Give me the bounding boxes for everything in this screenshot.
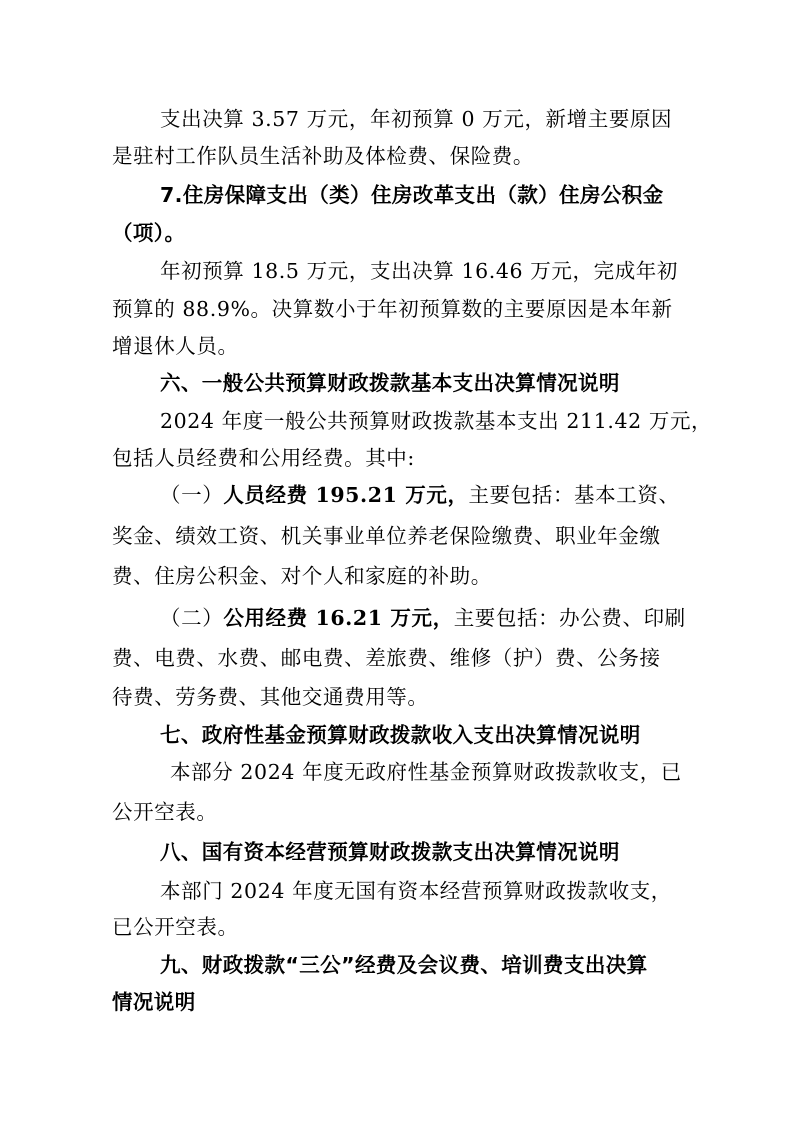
item-text: 主要包括：办公费、印刷: [453, 606, 686, 630]
section-heading: 七、政府性基金预算财政拨款收入支出决算情况说明: [160, 723, 641, 747]
paragraph-line: 待费、劳务费、其他交通费用等。: [112, 685, 429, 709]
section-heading: 九、财政拨款“三公”经费及会议费、培训费支出决算: [160, 953, 648, 977]
paragraph-line: 已公开空表。: [112, 915, 239, 939]
paragraph-line: 本部分 2024 年度无政府性基金预算财政拨款收支，已: [170, 760, 682, 784]
paragraph-line: 奖金、绩效工资、机关事业单位养老保险缴费、职业年金缴: [112, 524, 661, 548]
item-bold-label: 人员经费 195.21 万元，: [223, 483, 469, 507]
subheading-line: （项）。: [112, 221, 186, 245]
section-heading: 六、一般公共预算财政拨款基本支出决算情况说明: [160, 371, 620, 395]
paragraph-line: 年初预算 18.5 万元，支出决算 16.46 万元，完成年初: [160, 259, 678, 283]
item-text: 主要包括：基本工资、: [468, 483, 680, 507]
paragraph-line: 增退休人员。: [112, 334, 239, 358]
paragraph-line: 费、住房公积金、对个人和家庭的补助。: [112, 564, 492, 588]
subheading-line: 7.住房保障支出（类）住房改革支出（款）住房公积金: [160, 183, 664, 207]
paragraph-line: 2024 年度一般公共预算财政拨款基本支出 211.42 万元，: [160, 409, 713, 433]
paragraph-line: 预算的 88.9%。决算数小于年初预算数的主要原因是本年新: [112, 297, 673, 321]
item-prefix: （一）: [160, 483, 224, 507]
paragraph-line: 包括人员经费和公用经费。其中:: [112, 446, 415, 470]
paragraph-line: 费、电费、水费、邮电费、差旅费、维修（护）费、公务接: [112, 646, 661, 670]
section-heading: 八、国有资本经营预算财政拨款支出决算情况说明: [160, 840, 620, 864]
section-heading: 情况说明: [112, 990, 196, 1014]
paragraph-line: 是驻村工作队员生活补助及体检费、保险费。: [112, 144, 534, 168]
paragraph-line: 支出决算 3.57 万元，年初预算 0 万元，新增主要原因: [160, 107, 673, 131]
item-prefix: （二）: [160, 606, 224, 630]
list-item-line: [160, 604, 686, 632]
item-bold-label: 公用经费 16.21 万元，: [223, 606, 454, 630]
list-item-line: [160, 481, 680, 509]
paragraph-line: 本部门 2024 年度无国有资本经营预算财政拨款收支，: [160, 879, 672, 903]
paragraph-line: 公开空表。: [112, 800, 218, 824]
